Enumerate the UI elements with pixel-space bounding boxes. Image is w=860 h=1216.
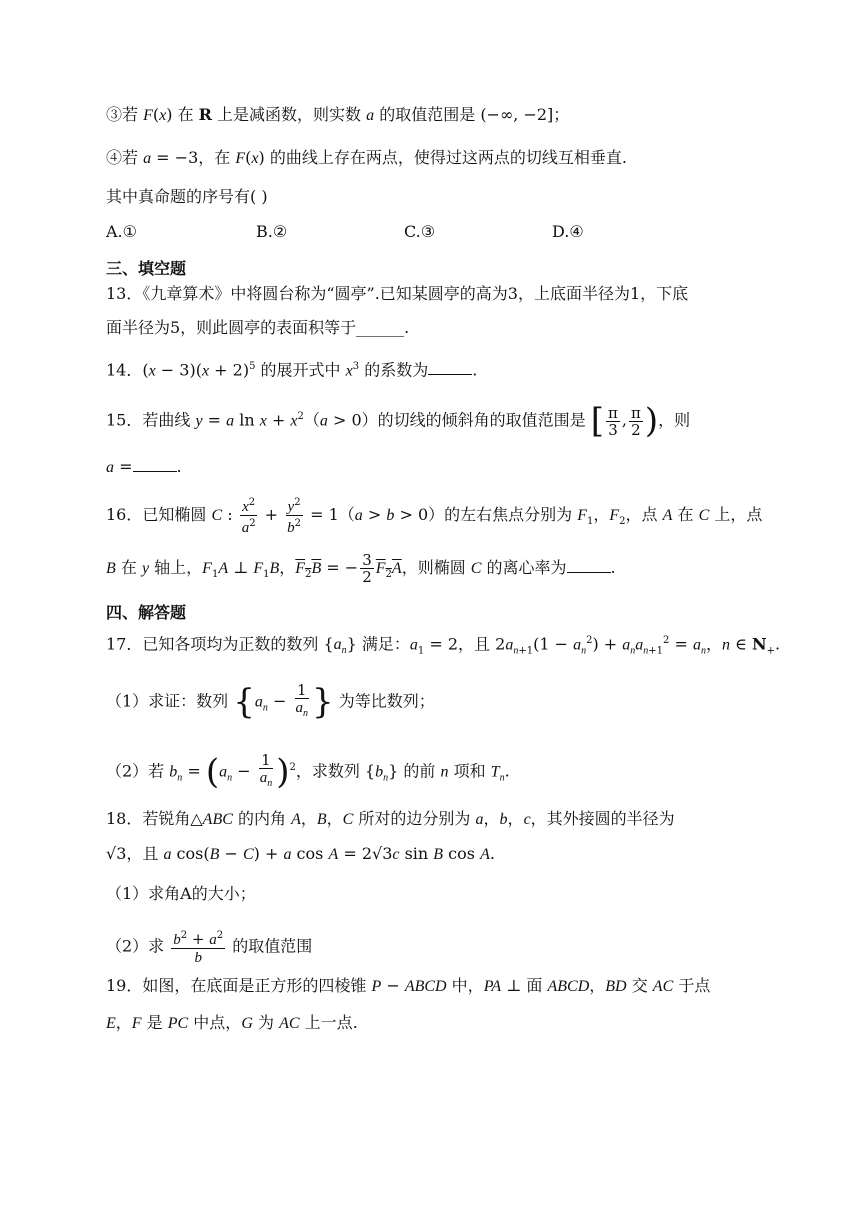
option-d[interactable]: D.④: [552, 222, 584, 241]
q18-line-2: √3，且 a cos(B − C) + a cos A = 2√3c sin B cos A.: [106, 844, 495, 863]
option-a[interactable]: A.①: [106, 222, 137, 241]
q18-part-1: （1）求角A的大小；: [106, 884, 256, 903]
q18-line-1: 18．若锐角△ABC 的内角 A，B，C 所对的边分别为 a，b，c，其外接圆的半径为: [106, 809, 675, 828]
q17-line-1: 17．已知各项均为正数的数列 $\{a_n\}$ 满足：$a_1 = 2$，且 $2a_{n+1}(1 - a_n^2) + a_na_{n+1}^2 = a_n$，n ∈ $N_+$.: [106, 634, 781, 657]
q16-line-2: B 在 y 轴上，$F_1A$ ⊥ $F_1B$，$F_2B$ = − $\frac{3}{2}$ $F_2A$，则椭圆 C 的离心率为 .: [106, 551, 616, 586]
q12-options: [106, 221, 706, 243]
section-title-solutions: 四、解答题: [106, 603, 187, 622]
section-title-fill-in: 三、填空题: [106, 259, 187, 278]
q16-line-1: 16．已知椭圆 C : $\frac{x^2}{a^2}$ + $\frac{y^2}{b^2}$ = 1（a > b > 0）的左右焦点分别为 $F_1$，$F_2$，点 A 在 C 上，点: [106, 497, 763, 536]
q12-item-4: ④若 a = −3，在 F(x) 的曲线上存在两点，使得过这两点的切线互相垂直.: [106, 148, 627, 167]
q18-part-2: （2）求 $\frac{b^2 + a^2}{b}$ 的取值范围: [106, 930, 313, 966]
q12-stem: 其中真命题的序号有( ): [106, 187, 268, 206]
option-c[interactable]: C.③: [404, 222, 436, 241]
q13-line-2: 面半径为5，则此圆亭的表面积等于______.: [106, 318, 410, 337]
q19-line-2: E，F 是 PC 中点，G 为 AC 上一点.: [106, 1013, 358, 1032]
q17-part-2: （2）若 $b_n = (a_n$ − $\frac{1}{a_n}$ )$^2$，求数列 $\{b_n\}$ 的前 n 项和 $T_n$.: [106, 751, 510, 792]
option-b[interactable]: B.②: [256, 222, 288, 241]
q17-part-1: （1）求证：数列 {$a_n$ − $\frac{1}{a_n}$ } 为等比数列；: [106, 681, 435, 722]
q15-line-2: a = .: [106, 457, 182, 476]
q13-line-1: 13．《九章算术》中将圆台称为“圆亭”.已知某圆亭的高为3，上底面半径为1，下底: [106, 284, 689, 303]
q19-line-1: 19．如图，在底面是正方形的四棱锥 P − ABCD 中，PA ⊥ 面 ABCD，BD 交 AC 于点: [106, 976, 711, 995]
q14-line: 14．$(x - 3)(x + 2)^5$ 的展开式中 $x^3$ 的系数为 .: [106, 360, 478, 380]
q15-line-1: 15．若曲线 y = a $\ln x + x^2(a > 0)$的切线的倾斜角的取值范围是 [ $\frac{\pi}{3}$ , $\frac{\pi}{2}$ )，则: [106, 401, 691, 441]
q12-item-3: ③若 F(x) 在 R 上是减函数，则实数 a 的取值范围是 (−∞, −2]；: [106, 105, 570, 124]
